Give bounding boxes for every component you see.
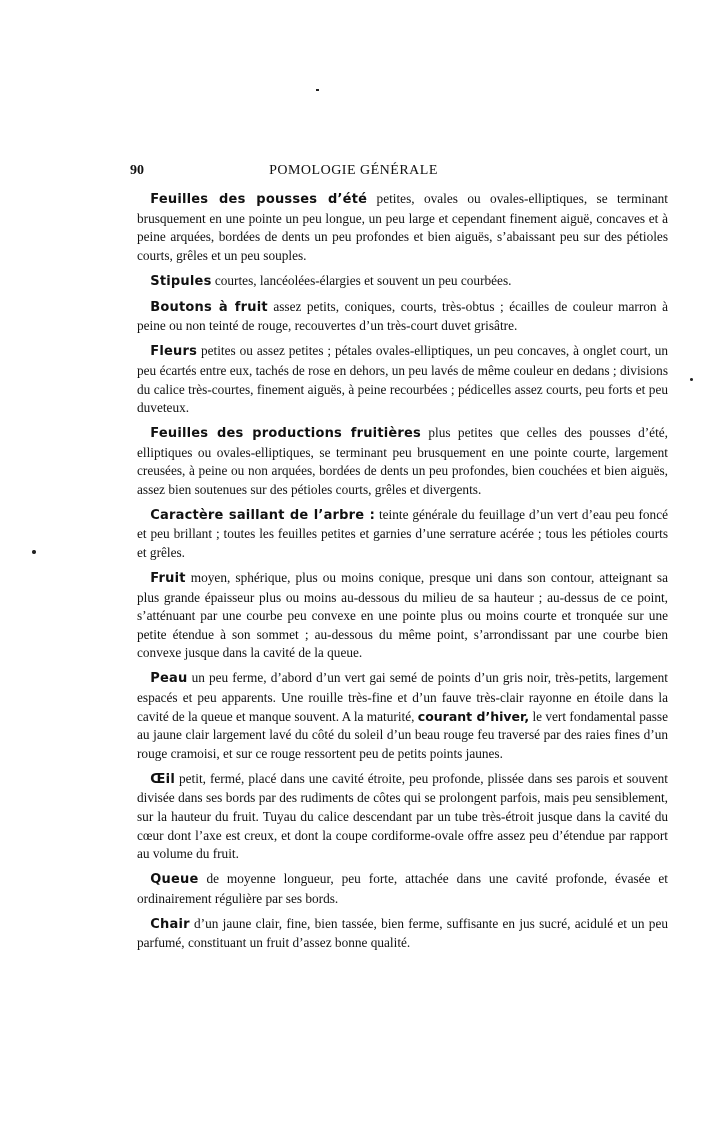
paragraph-body: petit, fermé, placé dans une cavité étroite, peu profonde, plissée dans ses parois et souvent divisée dans ses bords par des rudiments de côtes qui se prolongent parfois, mais peu sensiblement, sur la hauteur du fruit. Tuyau du calice descendant par un tube très-étroit jusque dans la cavité du cœur dont l’axe est creux, et dont la coupe cordiforme-ovale offre assez peu d’étendue par rapport au volume du fruit.	[137, 770, 668, 862]
paragraph-oeil	[137, 770, 668, 864]
scan-speck	[32, 550, 36, 554]
paragraph-feuilles-pousses	[137, 190, 668, 265]
paragraph-body: teinte générale du feuillage d’un vert d’eau peu foncé et peu brillant ; toutes les feuilles petites et garnies d’une serrature acérée ; tous les pétioles courts et grêles.	[137, 506, 668, 561]
paragraph-heading: Queue	[150, 872, 199, 888]
paragraph-body: le vert fondamental passe au jaune clair largement lavé du côté du soleil d’un beau rouge feu traversé par des raies fines d’un rouge cramoisi, et sur ce rouge ressortent peu de petits points jaunes.	[137, 708, 668, 761]
paragraph-body: moyen, sphérique, plus ou moins conique, presque uni dans son contour, atteignant sa plus grande épaisseur plus ou moins au-dessous du milieu de sa hauteur ; au-dessus de ce point, s’atténuant par une courbe peu convexe en une pointe plus ou moins courte et tronquée sur une petite étendue à son sommet ; au-dessous du même point, s’arrondissant par une courbe bien convexe jusque dans la cavité de la queue.	[137, 570, 668, 661]
body-text	[137, 190, 668, 959]
paragraph-caractere	[137, 506, 668, 563]
paragraph-heading: Caractère saillant de l’arbre :	[150, 507, 376, 523]
paragraph-body: petites, ovales ou ovales-elliptiques, se terminant brusquement en une pointe un peu longue, un peu large et cependant finement aiguë, concaves et à peine arquées, bordées de dents un peu profondes et bien aiguës, s’abaissant peu sur des pétioles courts, grêles et un peu souples.	[137, 191, 668, 263]
paragraph-body: de moyenne longueur, peu forte, attachée dans une cavité profonde, évasée et ordinairement régulière par ses bords.	[137, 871, 668, 906]
paragraph-heading: Boutons à fruit	[150, 299, 268, 315]
paragraph-boutons	[137, 298, 668, 336]
paragraph-body: d’un jaune clair, fine, bien tassée, bien ferme, suffisante en jus sucré, acidulé et un peu parfumé, constituant un fruit d’assez bonne qualité.	[137, 915, 668, 951]
paragraph-heading: Œil	[150, 771, 175, 787]
paragraph-body: petites ou assez petites ; pétales ovales-elliptiques, un peu concaves, à onglet court, un peu écartés entre eux, tachés de rose en dehors, un peu lavés de même couleur en dedans ; divisions du calice très-courtes, finement aiguës, à peine recourbées ; pédicelles assez courts, peu forts et peu duveteux.	[137, 343, 668, 416]
paragraph-body: un peu ferme, d’abord d’un vert gai semé de points d’un gris noir, très-petits, largement espacés et peu apparents. Une rouille très-fine et d’un fauve très-clair rayonne en étoile dans la cavité de la queue et manque souvent. A la maturité,	[137, 670, 668, 724]
paragraph-heading: Fruit	[150, 571, 186, 587]
paragraph-fruit	[137, 569, 668, 663]
paragraph-heading: Stipules	[150, 273, 212, 289]
paragraph-fleurs	[137, 342, 668, 417]
paragraph-feuilles-productions	[137, 424, 668, 499]
paragraph-body: assez petits, coniques, courts, très-obtus ; écailles de couleur marron à peine ou non teinté de rouge, recouvertes d’un très-court duvet grisâtre.	[137, 298, 668, 334]
paragraph-heading: Feuilles des productions fruitières	[150, 426, 421, 442]
paragraph-chair	[137, 915, 668, 953]
paragraph-peau	[137, 669, 668, 763]
paragraph-heading: Feuilles des pousses d’été	[150, 192, 368, 207]
paragraph-body: courtes, lancéolées-élargies et souvent un peu courbées.	[211, 272, 512, 288]
emphasis-courant-hiver: courant d’hiver,	[417, 708, 530, 724]
page-number: 90	[130, 163, 144, 178]
paragraph-heading: Fleurs	[150, 344, 198, 360]
scan-speck	[690, 378, 693, 381]
paragraph-heading: Peau	[150, 671, 188, 687]
paragraph-queue	[137, 870, 668, 908]
paragraph-stipules	[137, 272, 668, 292]
paragraph-body: plus petites que celles des pousses d’été, elliptiques ou ovales-elliptiques, se terminant peu brusquement en une pointe courte, largement creusées, à peine ou non arquées, bordées de dents un peu profondes, bien couchées et bien aiguës, assez bien soutenues sur des pétioles courts, grêles et divergents.	[137, 425, 669, 497]
scan-speck	[316, 89, 319, 91]
paragraph-heading: Chair	[150, 916, 190, 932]
running-title: POMOLOGIE GÉNÉRALE	[269, 163, 438, 178]
